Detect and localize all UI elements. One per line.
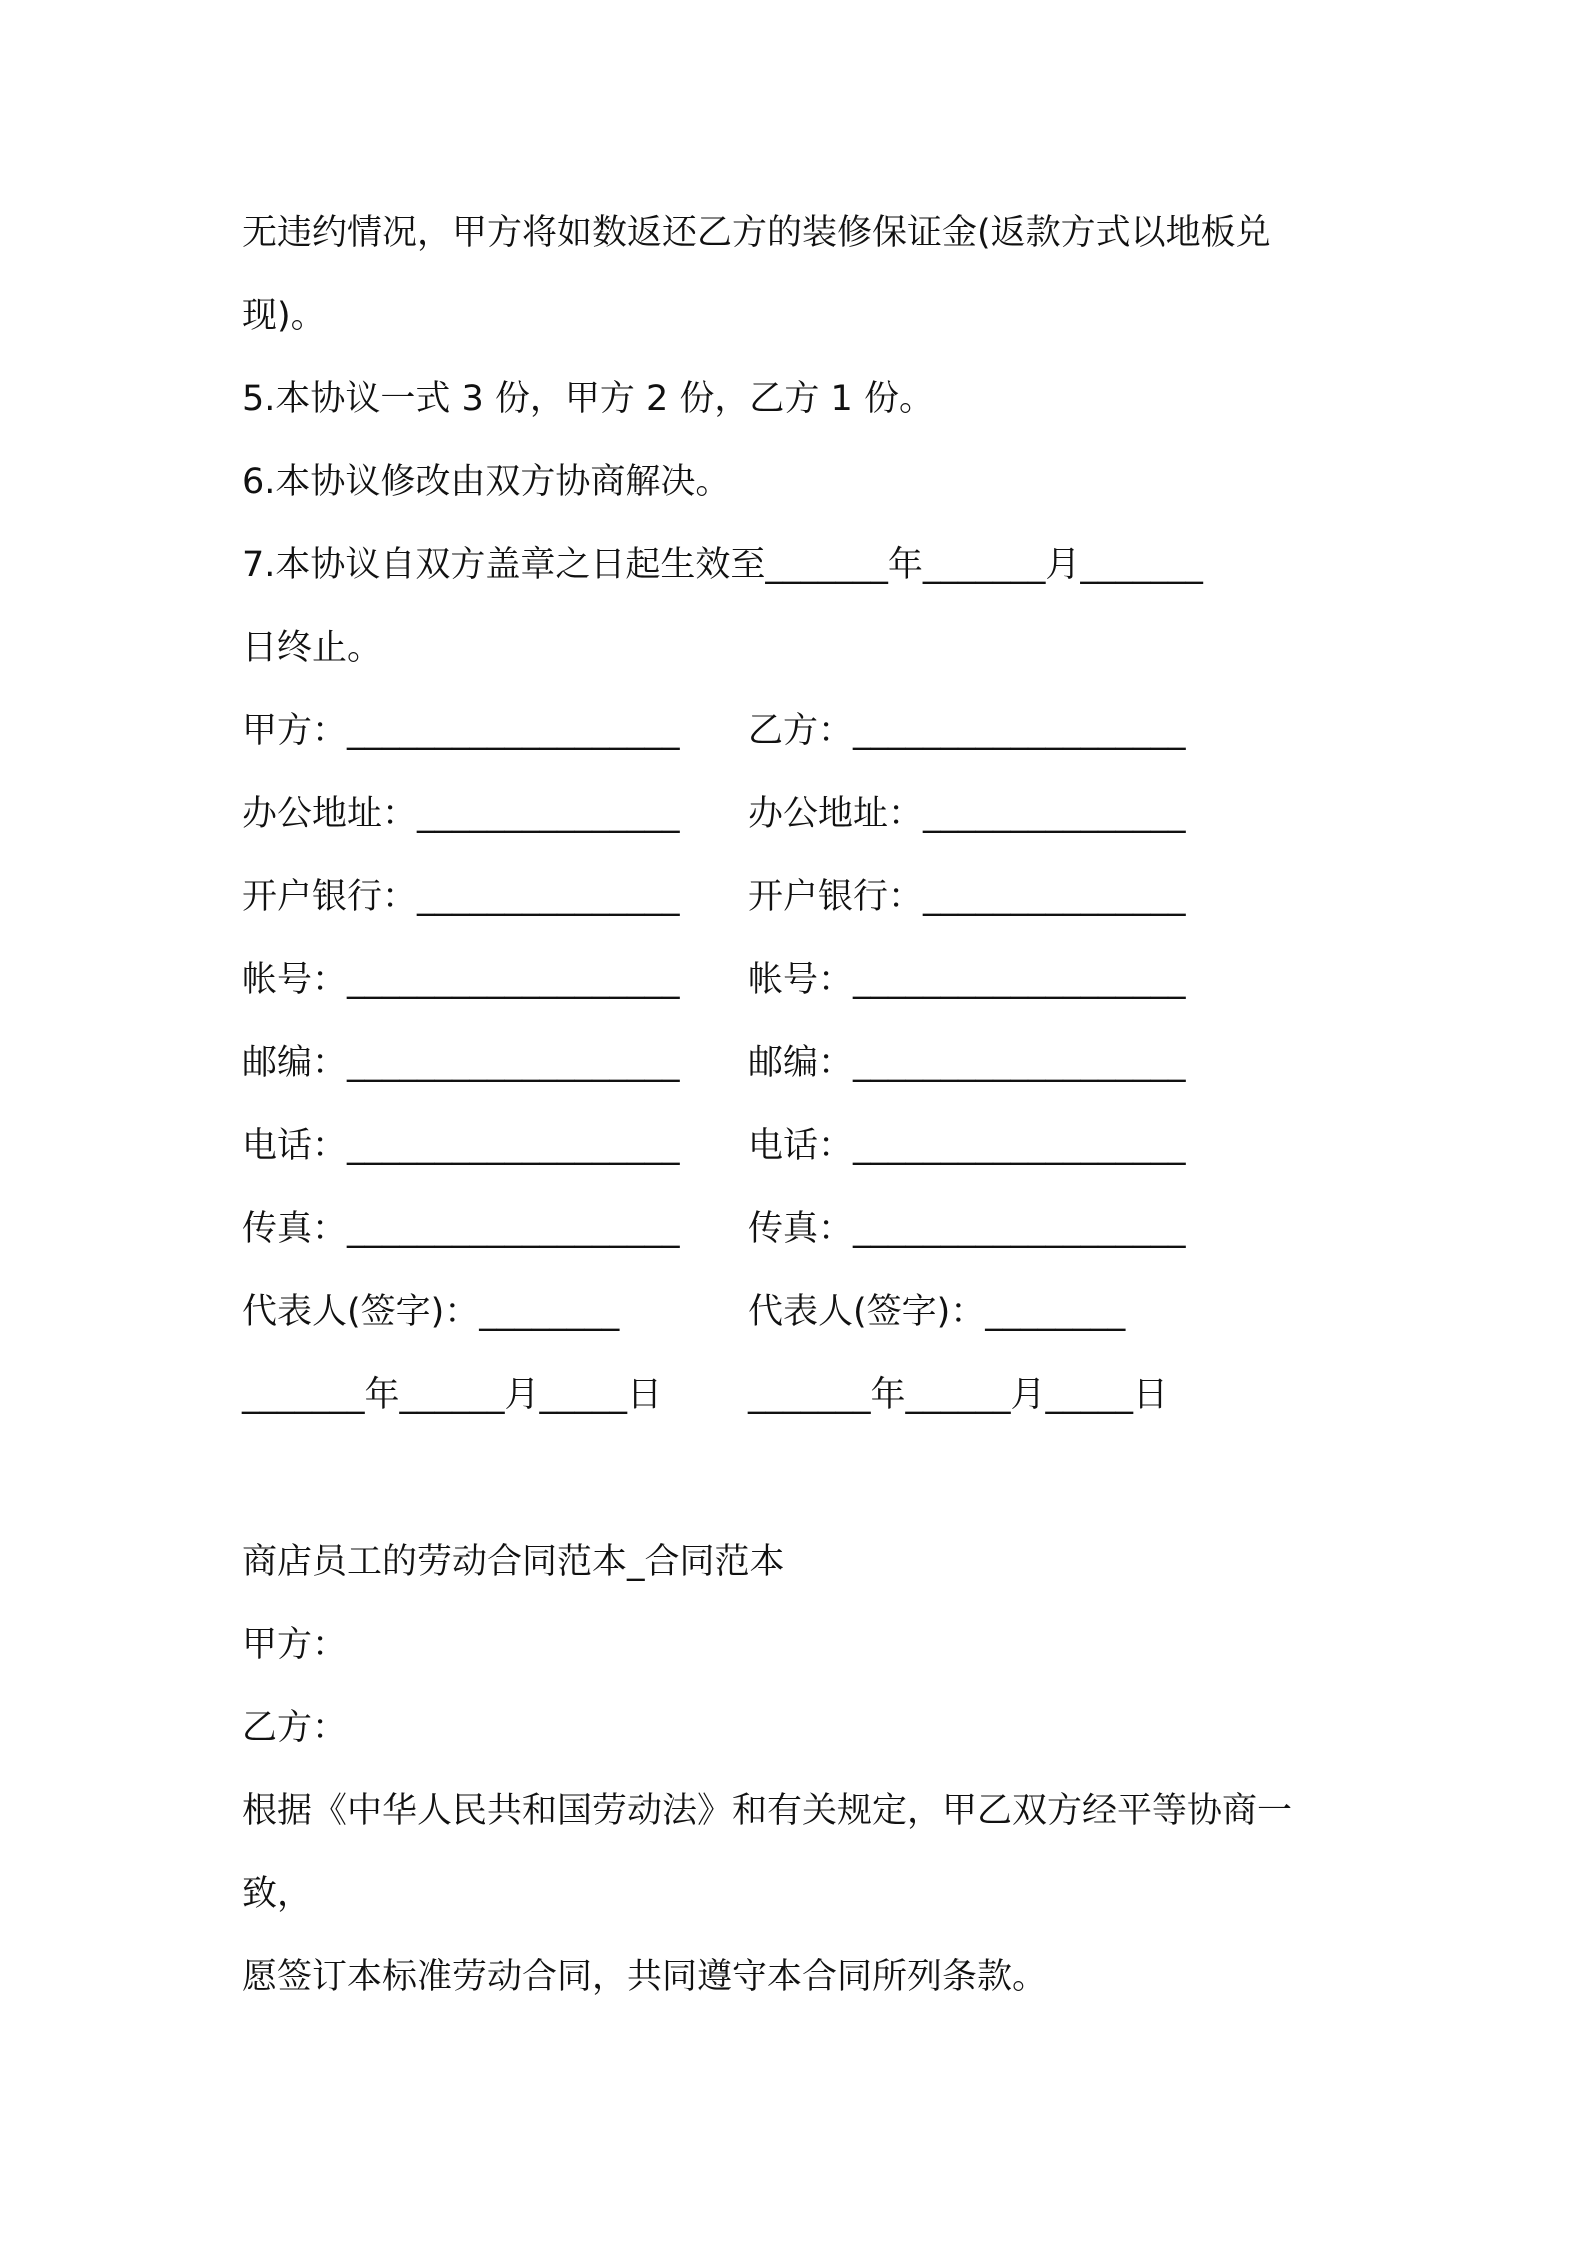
party-a-representative-field: 代表人(签字)：________ [242,1292,620,1332]
clause-7: 7.本协议自双方盖章之日起生效至_______年_______月_______ [242,545,1203,585]
party-a-address-field: 办公地址：_______________ [242,794,680,834]
party-a-fax-field: 传真：___________________ [242,1209,680,1249]
party-a-bank-field: 开户银行：_______________ [242,877,680,917]
party-b-phone-field: 电话：___________________ [748,1126,1186,1166]
party-a-label: 甲方： [242,1625,348,1665]
party-b-date-field: _______年______月_____日 [748,1375,1169,1415]
party-b-bank-field: 开户银行：_______________ [748,877,1186,917]
party-b-name-field: 乙方：___________________ [748,711,1186,751]
party-a-account-field: 帐号：___________________ [242,960,680,1000]
party-a-date-field: _______年______月_____日 [242,1375,663,1415]
clause-5: 5.本协议一式 3 份，甲方 2 份，乙方 1 份。 [242,379,934,419]
party-b-representative-field: 代表人(签字)：________ [748,1292,1126,1332]
party-b-postcode-field: 邮编：___________________ [748,1043,1186,1083]
contract-title: 商店员工的劳动合同范本_合同范本 [242,1542,785,1582]
clause-6: 6.本协议修改由双方协商解决。 [242,462,731,502]
party-b-label: 乙方： [242,1708,348,1748]
paragraph-line: 无违约情况，甲方将如数返还乙方的装修保证金(返款方式以地板兑 [242,213,1271,253]
party-a-name-field: 甲方：___________________ [242,711,680,751]
party-b-address-field: 办公地址：_______________ [748,794,1186,834]
paragraph-line: 现)。 [242,296,326,336]
intro-paragraph-cont: 致， [242,1874,313,1914]
clause-7-end: 日终止。 [242,628,383,668]
intro-paragraph-end: 愿签订本标准劳动合同，共同遵守本合同所列条款。 [242,1957,1048,1997]
party-a-phone-field: 电话：___________________ [242,1126,680,1166]
intro-paragraph: 根据《中华人民共和国劳动法》和有关规定，甲乙双方经平等协商一 [242,1791,1293,1831]
party-b-fax-field: 传真：___________________ [748,1209,1186,1249]
party-b-account-field: 帐号：___________________ [748,960,1186,1000]
party-a-postcode-field: 邮编：___________________ [242,1043,680,1083]
